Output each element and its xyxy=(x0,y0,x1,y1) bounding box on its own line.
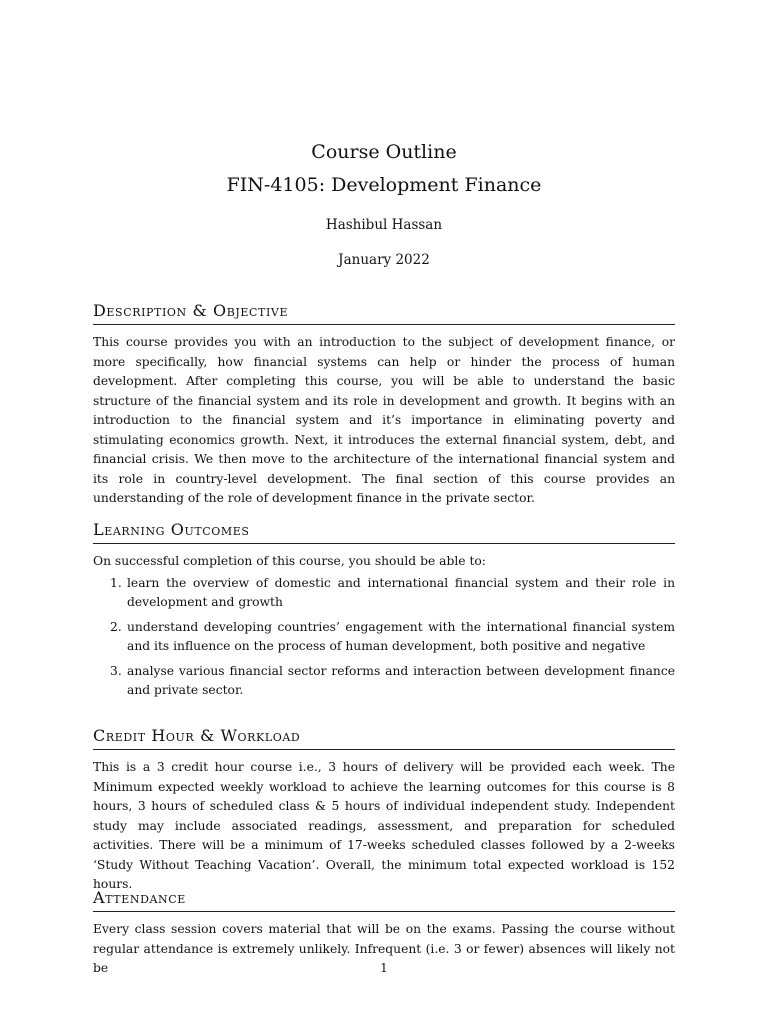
page-number: 1 xyxy=(380,961,388,975)
list-item xyxy=(93,574,675,613)
document-date: January 2022 xyxy=(338,252,430,268)
list-item-number: 2. xyxy=(110,619,122,634)
attendance-paragraph: Every class session covers material that will be on the exams. Passing the course without regular attendance is extremely unlikely. Infrequent (i.e. 3 or fewer) absences will likely not be xyxy=(93,922,675,975)
list-item-number: 3. xyxy=(110,663,122,678)
list-item-text: learn the overview of domestic and international financial system and their role in development and growth xyxy=(127,575,675,609)
credit-hour-paragraph: This is a 3 credit hour course i.e., 3 hours of delivery will be provided each week. The Minimum expected weekly workload to achieve the learning outcomes for this course is 8 hours, 3 hours of scheduled class & 5 hours of individual independent study. Independent study may include associated readings, assessment, and preparation for scheduled activities. There will be a minimum of 17-weeks scheduled classes followed by a 2-weeks ‘Study Without Teaching Vacation’. Overall, the minimum total expected workload is 152 hours. xyxy=(93,760,675,891)
section-learning-outcomes xyxy=(93,519,675,719)
learning-outcomes-intro: On successful completion of this course, you should be able to: xyxy=(93,554,486,568)
list-item xyxy=(93,662,675,701)
list-item-text: analyse various financial sector reforms and interaction between development finance and private sector. xyxy=(127,663,675,697)
list-item-number: 1. xyxy=(110,575,122,590)
section-credit-hour xyxy=(93,725,675,891)
author-name: Hashibul Hassan xyxy=(325,217,443,233)
list-item-text: understand developing countries’ engagement with the international financial system and its influence on the process of human development, both positive and negative xyxy=(127,619,675,653)
learning-outcomes-list xyxy=(93,574,675,701)
list-item xyxy=(93,618,675,657)
section-heading-description: Description & Objective xyxy=(93,300,675,325)
section-description xyxy=(93,300,675,513)
section-heading-credit-hour: Credit Hour & Workload xyxy=(93,725,675,750)
section-heading-learning-outcomes: Learning Outcomes xyxy=(93,519,675,544)
document-title: Course Outline xyxy=(311,141,457,163)
description-paragraph: This course provides you with an introduction to the subject of development finance, or more specifically, how financial systems can help or hinder the process of human development. After completing this course, you will be able to understand the basic structure of the financial system and its role in development and growth. It begins with an introduction to the financial system and it’s importance in eliminating poverty and stimulating economics growth. Next, it introduces the external financial system, debt, and financial crisis. We then move to the architecture of the international financial system and its role in country-level development. The final section of this course provides an understanding of the role of development finance in the private sector. xyxy=(93,335,675,505)
document-body xyxy=(93,300,675,985)
section-heading-attendance: Attendance xyxy=(93,887,675,912)
course-code-title: FIN-4105: Development Finance xyxy=(226,174,542,196)
